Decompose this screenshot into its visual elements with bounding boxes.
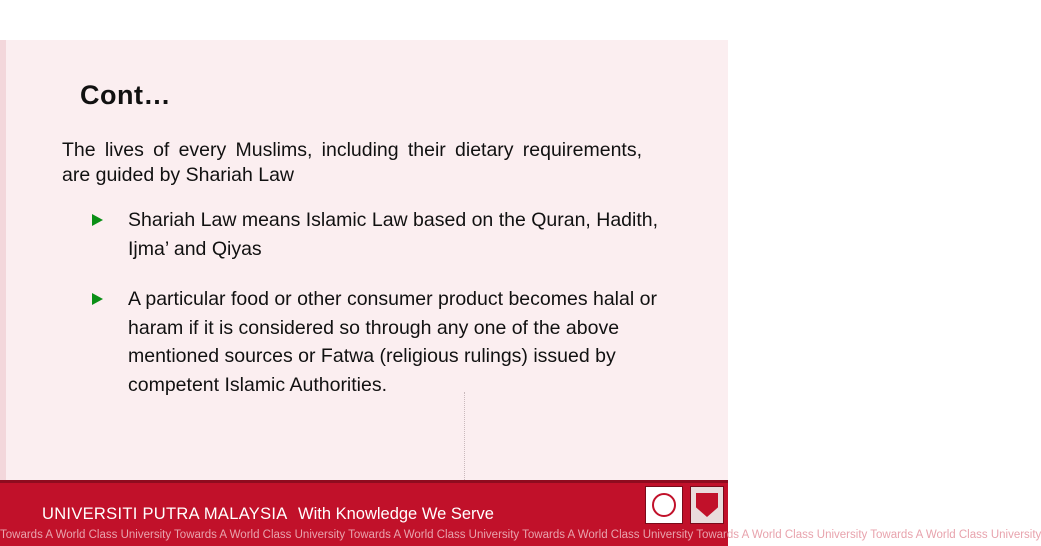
- university-tagline: With Knowledge We Serve: [298, 505, 494, 523]
- footer-slogan: Towards A World Class University Towards A World Class University Towards A World Class University Towards A World Class University Towards A World Class University Towards A World Class University: [0, 529, 1041, 541]
- bullet-marker-icon: [92, 293, 103, 305]
- university-name: UNIVERSITI PUTRA MALAYSIA: [42, 505, 288, 523]
- intro-paragraph: The lives of every Muslims, including their dietary requirements, are guided by Shariah Law: [62, 139, 642, 186]
- footer-banner: [0, 480, 1041, 546]
- bullet-item: [92, 285, 672, 399]
- bullet-text: A particular food or other consumer product becomes halal or haram if it is considered so through any one of the above mentioned sources or Fatwa (religious rulings) issued by competent Islamic Authorities.: [128, 288, 657, 396]
- crest-logo-icon: [690, 486, 724, 524]
- bullet-marker-icon: [92, 214, 103, 226]
- slide-title: Cont…: [80, 80, 171, 110]
- university-logo-icon: [645, 486, 683, 524]
- bullet-text: Shariah Law means Islamic Law based on the Quran, Hadith, Ijma’ and Qiyas: [128, 209, 659, 260]
- slide-left-strip: [0, 40, 6, 480]
- bullet-list: [92, 206, 672, 399]
- bullet-item: [92, 206, 672, 263]
- footer-top-line: [0, 480, 728, 483]
